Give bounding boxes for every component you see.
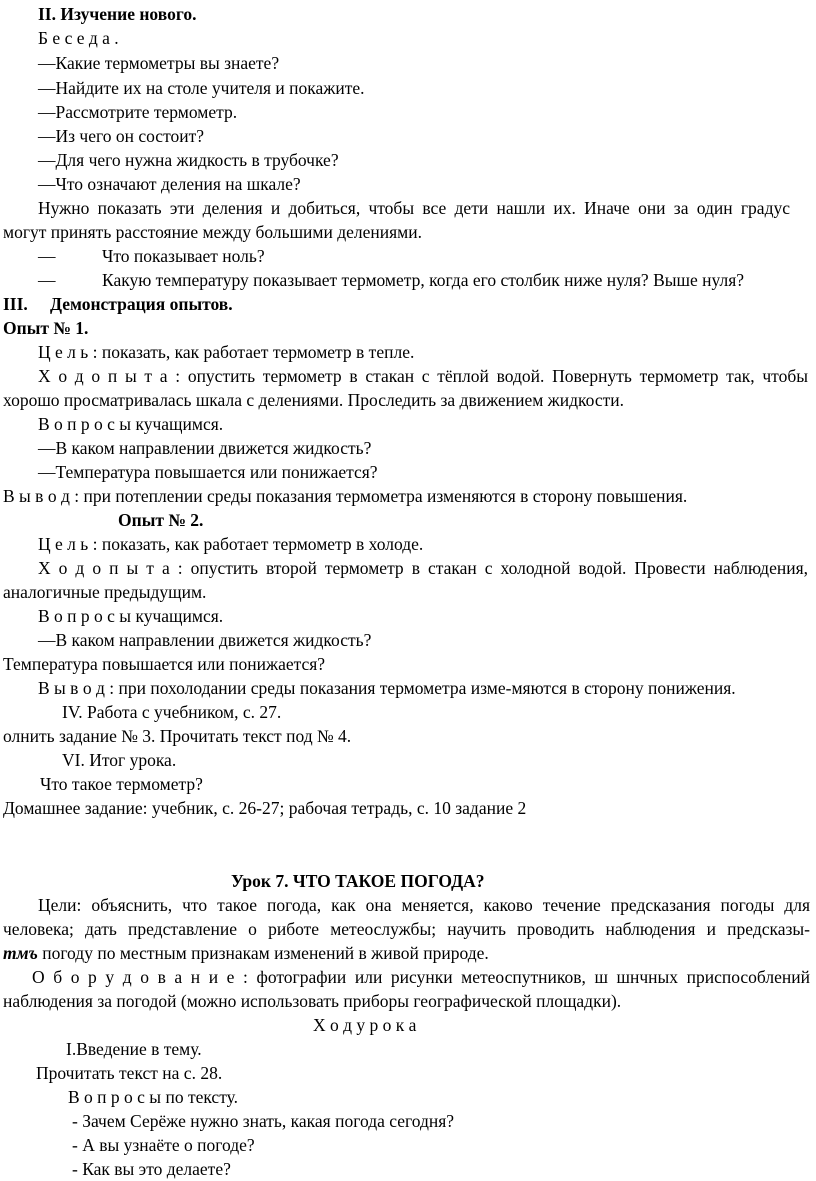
experiment-1-goal — [38, 340, 414, 364]
question-1: —Какие термометры вы знаете? — [38, 53, 280, 73]
conclusion-label: В ы в о д : — [38, 678, 115, 698]
dash-question-1-text: Что показывает ноль? — [102, 246, 265, 266]
conclusion-label: В ы в о д : — [3, 486, 80, 506]
goal-text: показать, как работает термометр в тепле. — [101, 342, 415, 362]
conclusion-text: при похолодании среды показания термометра изме-мяются в сторону понижения. — [118, 678, 736, 698]
experiment-2-course-line-1 — [38, 556, 808, 580]
section-2-title: II. Изучение нового. — [38, 4, 197, 24]
equipment-line-1 — [32, 965, 810, 989]
section-3-title: Демонстрация опытов. — [50, 294, 233, 314]
experiment-2-conclusion — [38, 676, 736, 700]
goals-line-1: Цели: объяснить, что такое погода, как она меняется, каково течение предсказания погоды для — [38, 895, 810, 915]
text-questions — [68, 1085, 238, 1109]
dash-marker: — — [38, 270, 56, 290]
experiment-1-conclusion — [3, 484, 687, 508]
experiment-2-question-1: —В каком направлении движется жидкость? — [38, 630, 372, 650]
course-text: опустить второй термометр в стакан с холодной водой. Провести наблюдения, — [190, 558, 809, 578]
paragraph-1-line-1: Нужно показать эти деления и добиться, чтобы все дети нашли их. Иначе они за один градус — [38, 198, 790, 218]
goal-text: показать, как работает термометр в холоде. — [101, 534, 424, 554]
dash-marker: — — [38, 246, 56, 266]
section-4-title: IV. Работа с учебником, с. 27. — [62, 702, 282, 722]
lesson-course-heading: Х о д у р о к а — [313, 1015, 417, 1035]
experiment-1-course-line-1 — [38, 364, 808, 388]
goals-line-3 — [3, 941, 489, 965]
questions-to: кучащимся. — [135, 606, 224, 626]
questions-to: кучащимся. — [135, 414, 224, 434]
equipment-text: фотографии или рисунки метеоспутников, ш шнчных приспособлений — [256, 967, 810, 987]
questions-label: В о п р о с ы — [38, 606, 132, 626]
experiment-1-questions — [38, 412, 223, 436]
section-4-task: олнить задание № 3. Прочитать текст под № 4. — [3, 726, 352, 746]
questions-to: по тексту. — [165, 1087, 238, 1107]
text-question-3: - Как вы это делаете? — [72, 1159, 231, 1179]
experiment-1-question-2: —Температура повышается или понижается? — [38, 462, 378, 482]
question-6: —Что означают деления на шкале? — [38, 174, 301, 194]
goal-label: Ц е л ь : — [38, 534, 98, 554]
experiment-2-course-line-2: аналогичные предыдущим. — [3, 582, 207, 602]
goals-line-3-text: погоду по местным признакам изменений в живой природе. — [42, 943, 489, 963]
conversation-label: Б е с е д а . — [38, 28, 119, 48]
goal-label: Ц е л ь : — [38, 342, 98, 362]
read-text: Прочитать текст на с. 28. — [36, 1063, 223, 1083]
course-label: Х о д о п ы т а : — [38, 558, 183, 578]
question-4: —Из чего он состоит? — [38, 126, 205, 146]
experiment-1-question-1: —В каком направлении движется жидкость? — [38, 438, 372, 458]
intro-title: I.Введение в тему. — [66, 1039, 202, 1059]
dash-question-2-text: Какую температуру показывает термометр, когда его столбик ниже нуля? Выше нуля? — [102, 270, 745, 290]
paragraph-1-line-2: могут принять расстояние между большими делениями. — [3, 222, 423, 242]
homework: Домашнее задание: учебник, с. 26-27; рабочая тетрадь, с. 10 задание 2 — [3, 798, 527, 818]
goals-line-2: человека; дать представление о риботе метеослужбы; научить проводить наблюдения и предсказы- — [3, 919, 810, 939]
course-label: Х о д о п ы т а : — [38, 366, 181, 386]
question-5: —Для чего нужна жидкость в трубочке? — [38, 150, 339, 170]
text-question-2: - А вы узнаёте о погоде? — [72, 1135, 255, 1155]
experiment-1-course-line-2: хорошо просматривалась шкала с делениями. Проследить за движением жидкости. — [3, 390, 624, 410]
questions-label: В о п р о с ы — [38, 414, 132, 434]
conclusion-text: при потеплении среды показания термометра изменяются в сторону повышения. — [83, 486, 688, 506]
equipment-label: О б о р у д о в а н и е : — [32, 967, 248, 987]
section-6-question: Что такое термометр? — [40, 774, 203, 794]
text-question-1: - Зачем Серёже нужно знать, какая погода сегодня? — [72, 1111, 455, 1131]
experiment-2-goal — [38, 532, 423, 556]
experiment-1-title: Опыт № 1. — [3, 318, 89, 338]
course-text: опустить термометр в стакан с тёплой водой. Повернуть термометр так, чтобы — [187, 366, 808, 386]
lesson-title: Урок 7. ЧТО ТАКОЕ ПОГОДА? — [231, 871, 485, 891]
question-3: —Рассмотрите термометр. — [38, 102, 238, 122]
questions-label: В о п р о с ы — [68, 1087, 162, 1107]
goals-line-3-fragment: тмъ — [3, 943, 38, 963]
experiment-2-question-2: Температура повышается или понижается? — [3, 654, 326, 674]
dash-question-1 — [38, 244, 265, 268]
equipment-line-2: наблюдения за погодой (можно использовать приборы географической площадки). — [3, 991, 622, 1011]
experiment-2-questions — [38, 604, 223, 628]
question-2: —Найдите их на столе учителя и покажите. — [38, 78, 365, 98]
section-3-number: III. — [3, 294, 28, 314]
dash-question-2 — [38, 268, 744, 292]
section-6-title: VI. Итог урока. — [62, 750, 177, 770]
experiment-2-title: Опыт № 2. — [118, 510, 204, 530]
